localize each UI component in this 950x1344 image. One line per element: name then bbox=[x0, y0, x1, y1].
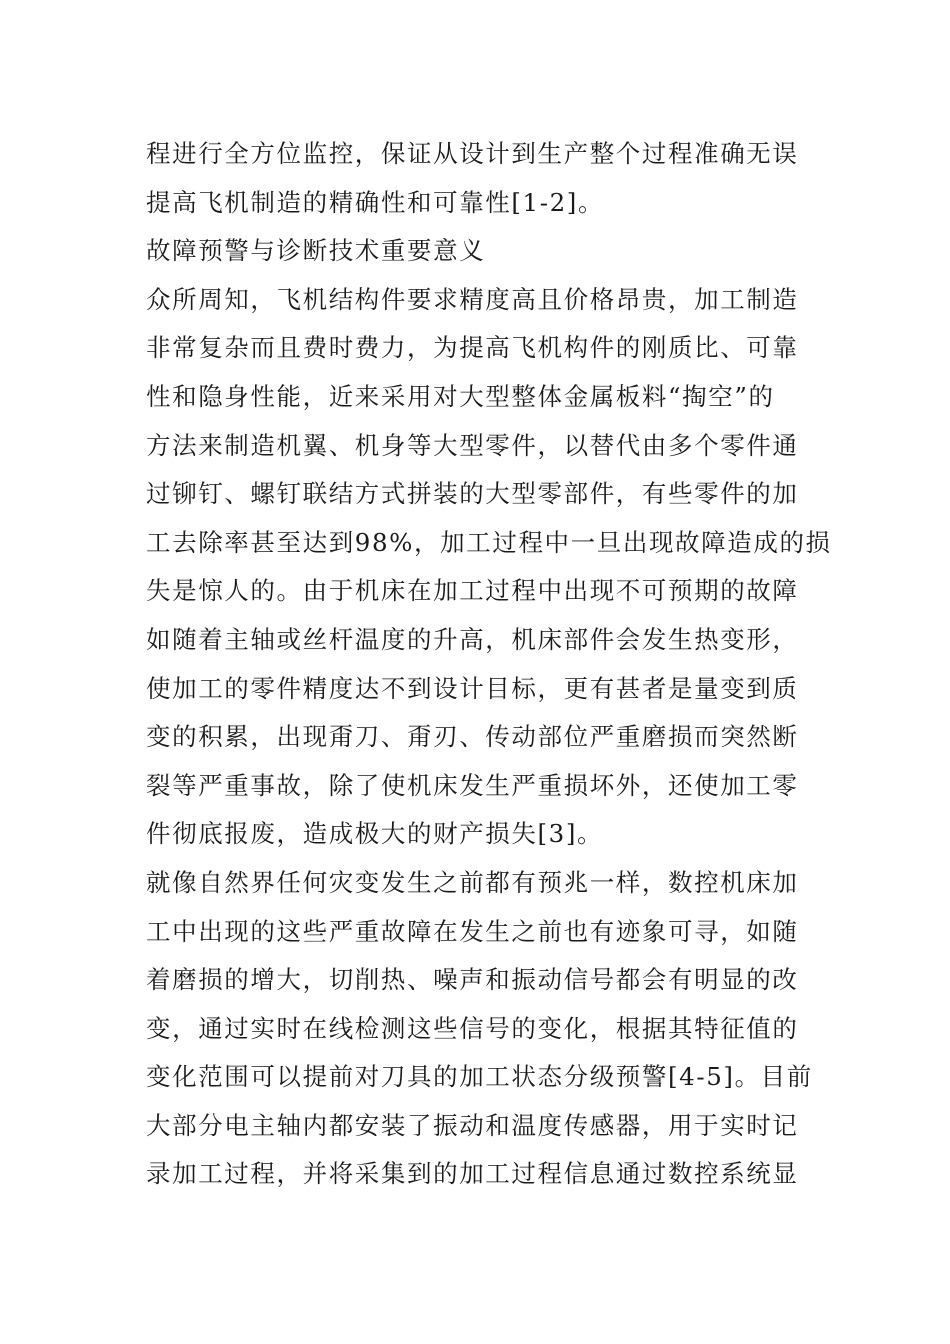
text-line: 就像自然界任何灾变发生之前都有预兆一样，数控机床加 bbox=[146, 867, 799, 897]
text-line: 件彻底报废，造成极大的财产损失[3]。 bbox=[146, 819, 604, 849]
text-line: 如随着主轴或丝杆温度的升高，机床部件会发生热变形， bbox=[146, 624, 799, 654]
text-line: 录加工过程，并将采集到的加工过程信息通过数控系统显 bbox=[146, 1159, 799, 1189]
text-line: 大部分电主轴内都安装了振动和温度传感器，用于实时记 bbox=[146, 1110, 799, 1140]
text-line: 着磨损的增大，切削热、噪声和振动信号都会有明显的改 bbox=[146, 965, 799, 995]
text-line: 工中出现的这些严重故障在发生之前也有迹象可寻，如随 bbox=[146, 916, 799, 946]
document-body bbox=[146, 130, 832, 1199]
text-line: 方法来制造机翼、机身等大型零件，以替代由多个零件通 bbox=[146, 430, 799, 460]
text-line: 程进行全方位监控，保证从设计到生产整个过程准确无误 bbox=[146, 139, 799, 168]
text-line: 变的积累，出现甭刀、甭刃、传动部位严重磨损而突然断 bbox=[146, 722, 799, 752]
section-heading: 故障预警与诊断技术重要意义 bbox=[146, 236, 486, 266]
text-line: 非常复杂而且费时费力，为提高飞机构件的刚质比、可靠 bbox=[146, 333, 799, 363]
text-line: 失是惊人的。由于机床在加工过程中出现不可预期的故障 bbox=[146, 576, 799, 606]
text-line: 过铆钉、螺钉联结方式拼装的大型零部件，有些零件的加 bbox=[146, 479, 799, 509]
text-line: 提高飞机制造的精确性和可靠性[1-2]。 bbox=[146, 187, 605, 217]
text-line: 性和隐身性能，近来采用对大型整体金属板料“掏空”的 bbox=[146, 381, 775, 411]
text-line: 变化范围可以提前对刀具的加工状态分级预警[4-5]。目前 bbox=[146, 1062, 813, 1092]
text-line: 众所周知，飞机结构件要求精度高且价格昂贵，加工制造 bbox=[146, 284, 799, 314]
text-line: 使加工的零件精度达不到设计目标，更有甚者是量变到质 bbox=[146, 673, 799, 703]
text-line: 变，通过实时在线检测这些信号的变化，根据其特征值的 bbox=[146, 1013, 799, 1043]
text-line: 工去除率甚至达到98%，加工过程中一旦出现故障造成的损 bbox=[146, 527, 832, 557]
text-line: 裂等严重事故，除了使机床发生严重损坏外，还使加工零 bbox=[146, 770, 799, 800]
